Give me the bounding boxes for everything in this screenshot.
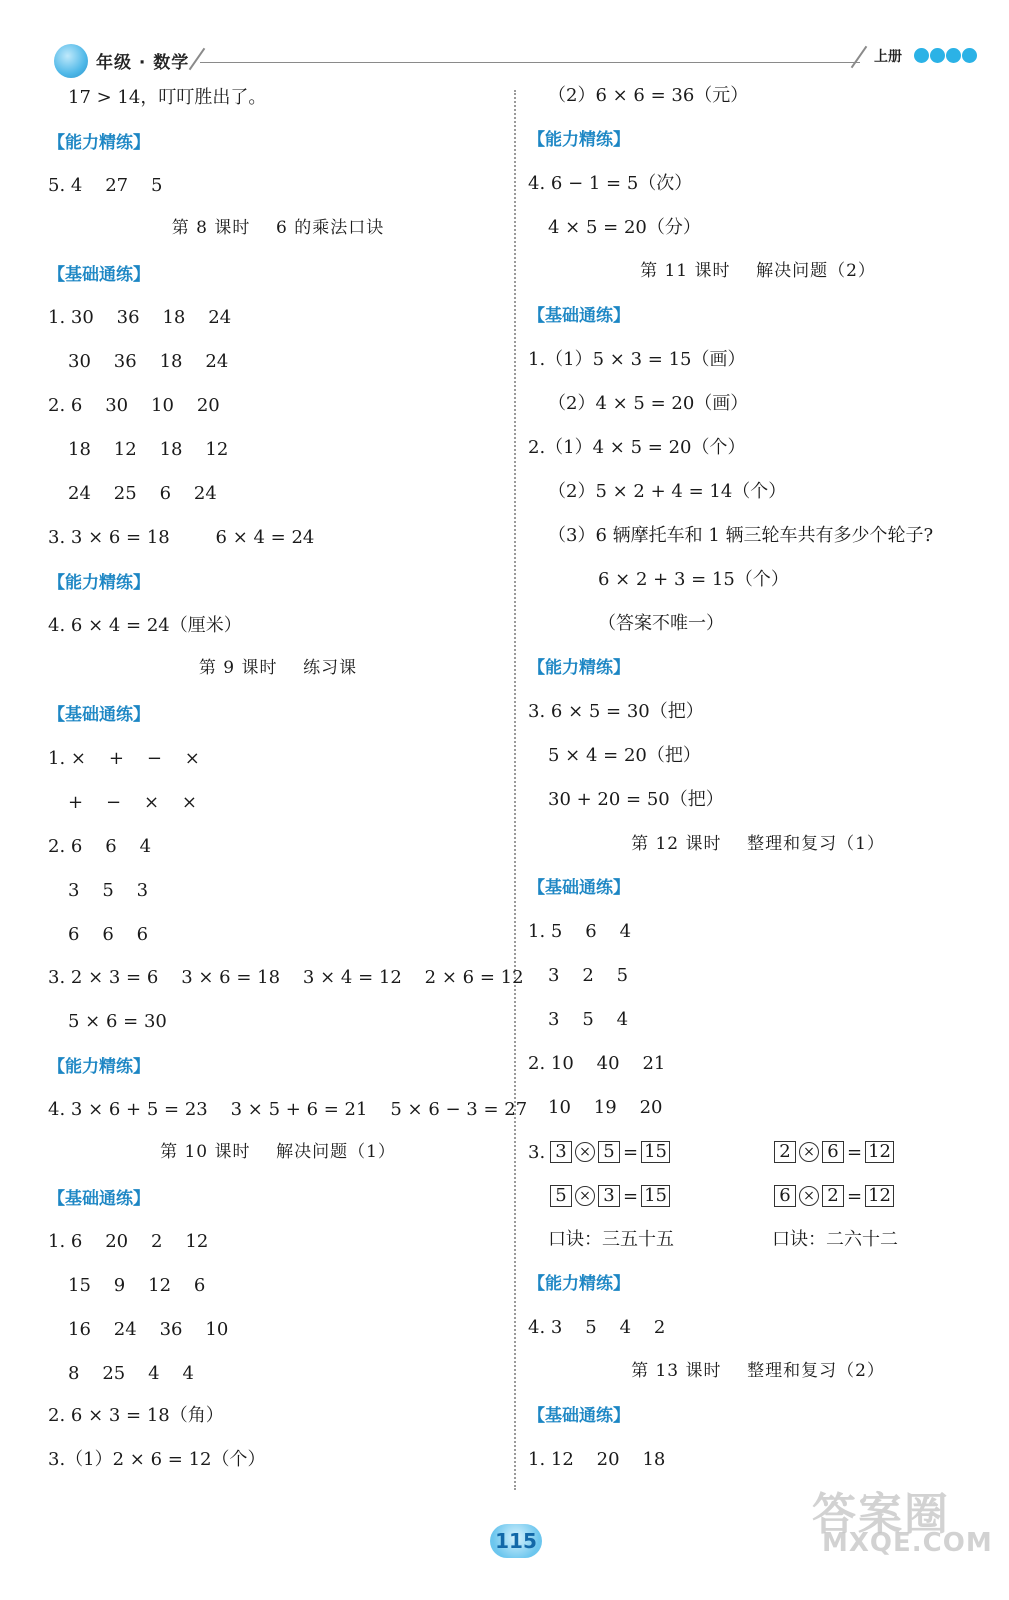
answer-line: 3. 2 × 3 = 6 3 × 6 = 18 3 × 4 = 12 2 × 6 = 12 bbox=[48, 967, 524, 988]
section-basic: 【基础通练】 bbox=[48, 265, 150, 285]
column-divider bbox=[514, 90, 516, 1490]
grade-subject-title: 年级 · 数学 bbox=[96, 53, 190, 73]
lesson-title: 第 11 课时 解决问题（2） bbox=[640, 261, 876, 281]
answer-line: 16 24 36 10 bbox=[68, 1319, 229, 1340]
box-factor: 2 bbox=[774, 1141, 796, 1163]
header-rule bbox=[200, 62, 860, 63]
volume-label: 上册 bbox=[874, 49, 902, 65]
lesson-title: 第 13 课时 整理和复习（2） bbox=[631, 1361, 885, 1381]
answer-line: 3. 6 × 5 = 30（把） bbox=[528, 701, 704, 722]
answer-line: 4 × 5 = 20（分） bbox=[548, 217, 701, 238]
answer-line: 30 36 18 24 bbox=[68, 351, 229, 372]
section-basic: 【基础通练】 bbox=[528, 878, 630, 898]
answer-line: 3.（1）2 × 6 = 12（个） bbox=[48, 1449, 266, 1470]
box-equation: 3 × 5 = 15 bbox=[550, 1141, 670, 1163]
answer-line: （2）5 × 2 + 4 = 14（个） bbox=[548, 481, 787, 502]
answer-line: 10 19 20 bbox=[548, 1097, 663, 1118]
section-basic: 【基础通练】 bbox=[48, 705, 150, 725]
times-circle: × bbox=[799, 1142, 819, 1162]
answer-line: 2. 10 40 21 bbox=[528, 1053, 666, 1074]
times-circle: × bbox=[799, 1186, 819, 1206]
answer-line: 1. 12 20 18 bbox=[528, 1449, 666, 1470]
answer-line: 17 > 14，叮叮胜出了。 bbox=[68, 87, 267, 108]
box-factor: 5 bbox=[598, 1141, 620, 1163]
section-basic: 【基础通练】 bbox=[48, 1189, 150, 1209]
box-product: 12 bbox=[865, 1141, 894, 1163]
answer-line: （2）6 × 6 = 36（元） bbox=[548, 85, 749, 106]
section-ability: 【能力精练】 bbox=[48, 1057, 150, 1077]
section-ability: 【能力精练】 bbox=[48, 573, 150, 593]
box-equation: 6 × 2 = 12 bbox=[774, 1185, 894, 1207]
rhyme-line: 口诀：三五十五 bbox=[548, 1229, 674, 1250]
answer-line: 1. 6 20 2 12 bbox=[48, 1231, 209, 1252]
header-divider bbox=[851, 46, 868, 68]
box-factor: 6 bbox=[774, 1185, 796, 1207]
question-number: 3. bbox=[528, 1142, 546, 1163]
answer-line: 8 25 4 4 bbox=[68, 1363, 194, 1384]
section-ability: 【能力精练】 bbox=[528, 1274, 630, 1294]
answer-line: 5 × 6 = 30 bbox=[68, 1011, 167, 1032]
box-factor: 3 bbox=[550, 1141, 572, 1163]
watermark-logo bbox=[812, 1478, 993, 1558]
answer-line: 4. 3 × 6 + 5 = 23 3 × 5 + 6 = 21 5 × 6 − 3 = 27 bbox=[48, 1099, 528, 1120]
box-product: 12 bbox=[865, 1185, 894, 1207]
answer-line: 6 × 2 + 3 = 15（个） bbox=[598, 569, 789, 590]
lesson-title: 第 9 课时 练习课 bbox=[198, 658, 358, 678]
answer-line: 3 5 3 bbox=[68, 880, 149, 901]
answer-line: 30 + 20 = 50（把） bbox=[548, 789, 724, 810]
answer-line: 3 5 4 bbox=[548, 1009, 629, 1030]
watermark-text: 答案圈 bbox=[812, 1489, 950, 1540]
box-factor: 6 bbox=[822, 1141, 844, 1163]
answer-line: 24 25 6 24 bbox=[68, 483, 217, 504]
answer-line: 5 × 4 = 20（把） bbox=[548, 745, 701, 766]
answer-line: 1.（1）5 × 3 = 15（画） bbox=[528, 349, 746, 370]
answer-line: （3）6 辆摩托车和 1 辆三轮车共有多少个轮子? bbox=[548, 525, 934, 546]
section-basic: 【基础通练】 bbox=[528, 306, 630, 326]
box-equation: 2 × 6 = 12 bbox=[774, 1141, 894, 1163]
lesson-title: 第 12 课时 整理和复习（1） bbox=[631, 834, 885, 854]
answer-line: 4. 6 − 1 = 5（次） bbox=[528, 173, 693, 194]
answer-line: 1. 5 6 4 bbox=[528, 921, 632, 942]
answer-line: 5. 4 27 5 bbox=[48, 175, 163, 196]
section-ability: 【能力精练】 bbox=[528, 130, 630, 150]
lesson-title: 第 8 课时 6 的乘法口诀 bbox=[171, 218, 385, 238]
page-header bbox=[0, 0, 1009, 82]
watermark-url: MXQE.COM bbox=[822, 1528, 993, 1558]
times-circle: × bbox=[575, 1142, 595, 1162]
section-ability: 【能力精练】 bbox=[528, 658, 630, 678]
series-badge-icon bbox=[914, 48, 977, 63]
answer-line: 2. 6 6 4 bbox=[48, 836, 152, 857]
box-product: 15 bbox=[641, 1185, 670, 1207]
answer-line: 2.（1）4 × 5 = 20（个） bbox=[528, 437, 746, 458]
answer-line: 2. 6 30 10 20 bbox=[48, 395, 220, 416]
answer-line: 1. × + − × bbox=[48, 748, 200, 769]
box-factor: 3 bbox=[598, 1185, 620, 1207]
answer-line: 4. 6 × 4 = 24（厘米） bbox=[48, 615, 242, 636]
answer-line: + − × × bbox=[68, 792, 197, 813]
answer-line: 3. 3 × 6 = 18 6 × 4 = 24 bbox=[48, 527, 315, 548]
answer-line: （2）4 × 5 = 20（画） bbox=[548, 393, 749, 414]
box-factor: 2 bbox=[822, 1185, 844, 1207]
page-number: 115 bbox=[490, 1524, 542, 1558]
times-circle: × bbox=[575, 1186, 595, 1206]
box-factor: 5 bbox=[550, 1185, 572, 1207]
box-product: 15 bbox=[641, 1141, 670, 1163]
answer-line: 3 2 5 bbox=[548, 965, 629, 986]
section-basic: 【基础通练】 bbox=[528, 1406, 630, 1426]
section-ability: 【能力精练】 bbox=[48, 133, 150, 153]
answer-line: （答案不唯一） bbox=[598, 613, 724, 634]
lesson-title: 第 10 课时 解决问题（1） bbox=[160, 1142, 396, 1162]
box-equation: 5 × 3 = 15 bbox=[550, 1185, 670, 1207]
answer-line: 1. 30 36 18 24 bbox=[48, 307, 232, 328]
header-divider bbox=[189, 48, 206, 70]
rhyme-line: 口诀：二六十二 bbox=[772, 1229, 898, 1250]
answer-line: 2. 6 × 3 = 18（角） bbox=[48, 1405, 224, 1426]
answer-line: 4. 3 5 4 2 bbox=[528, 1317, 666, 1338]
answer-line: 18 12 18 12 bbox=[68, 439, 229, 460]
grade-badge-icon bbox=[54, 44, 88, 78]
answer-line: 6 6 6 bbox=[68, 924, 149, 945]
answer-line: 15 9 12 6 bbox=[68, 1275, 206, 1296]
